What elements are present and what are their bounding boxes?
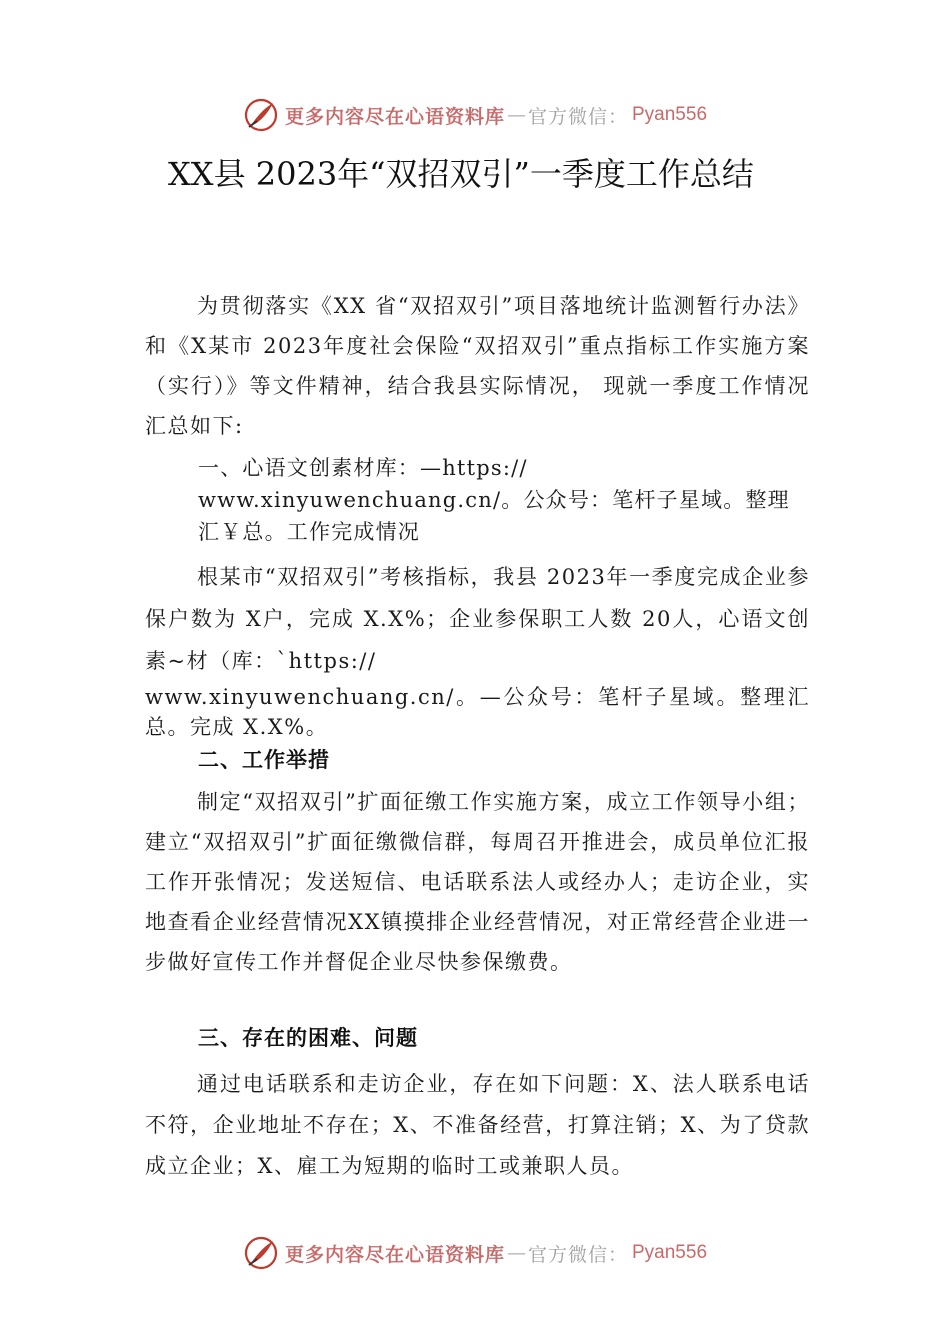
banner-slogan: 更多内容尽在心语资料库 bbox=[284, 105, 505, 128]
banner-separator: — bbox=[506, 104, 526, 126]
section-1-heading bbox=[198, 452, 818, 548]
section-1-line-1: 一、心语文创素材库：—https:// bbox=[198, 456, 528, 480]
quill-logo-icon bbox=[243, 1235, 279, 1271]
banner-wechat-id: Pyan556 bbox=[632, 104, 708, 125]
intro-paragraph: 为贯彻落实《XX 省“双招双引”项目落地统计监测暂行办法》和《X某市 2023年度社会保险“双招双引”重点指标工作实施方案（实行）》等文件精神，结合我县实际情况， 现就一季度工作情况汇总如下: bbox=[145, 294, 810, 438]
section-1-line-3: 汇￥总。工作完成情况 bbox=[198, 520, 420, 544]
banner-slogan: 更多内容尽在心语资料库 bbox=[284, 1243, 505, 1266]
watermark-banner-bottom bbox=[0, 1233, 950, 1273]
results-text-part-2: www.xinyuwenchuang.cn/。—公众号：笔杆子星域。整理汇总。完成 X.X%。 bbox=[145, 685, 810, 739]
watermark-banner-top bbox=[0, 95, 950, 135]
banner-separator: — bbox=[506, 1242, 526, 1264]
banner-wechat-id: Pyan556 bbox=[632, 1242, 708, 1263]
measures-paragraph: 制定“双招双引”扩面征缴工作实施方案，成立工作领导小组；建立“双招双引”扩面征缴微信群，每周召开推进会，成员单位汇报工作开张情况；发送短信、电话联系法人或经办人；走访企业，实地查看企业经营情况XX镇摸排企业经营情况，对正常经营企业进一步做好宣传工作并督促企业尽快参保缴费。 bbox=[145, 790, 810, 974]
section-1-line-2: www.xinyuwenchuang.cn/。公众号：笔杆子星域。整理 bbox=[198, 488, 790, 512]
banner-wechat-label: 官方微信： bbox=[527, 1243, 628, 1266]
banner-wechat-label: 官方微信： bbox=[527, 105, 628, 128]
problems-paragraph: 通过电话联系和走访企业，存在如下问题：X、法人联系电话不符，企业地址不存在；X、不准备经营，打算注销；X、为了贷款成立企业；X、雇工为短期的临时工或兼职人员。 bbox=[145, 1072, 810, 1178]
quill-logo-icon bbox=[243, 97, 279, 133]
document-title: XX县 2023年“双招双引”一季度工作总结 bbox=[168, 155, 754, 193]
results-paragraph bbox=[145, 556, 810, 742]
section-2-heading: 二、工作举措 bbox=[198, 748, 330, 772]
results-text-part-1: 根某市“双招双引”考核指标，我县 2023年一季度完成企业参保户数为 X户，完成 X.X%；企业参保职工人数 20人，心语文创素~材（库：`https:// bbox=[145, 565, 810, 673]
section-3-heading: 三、存在的困难、问题 bbox=[198, 1026, 418, 1050]
